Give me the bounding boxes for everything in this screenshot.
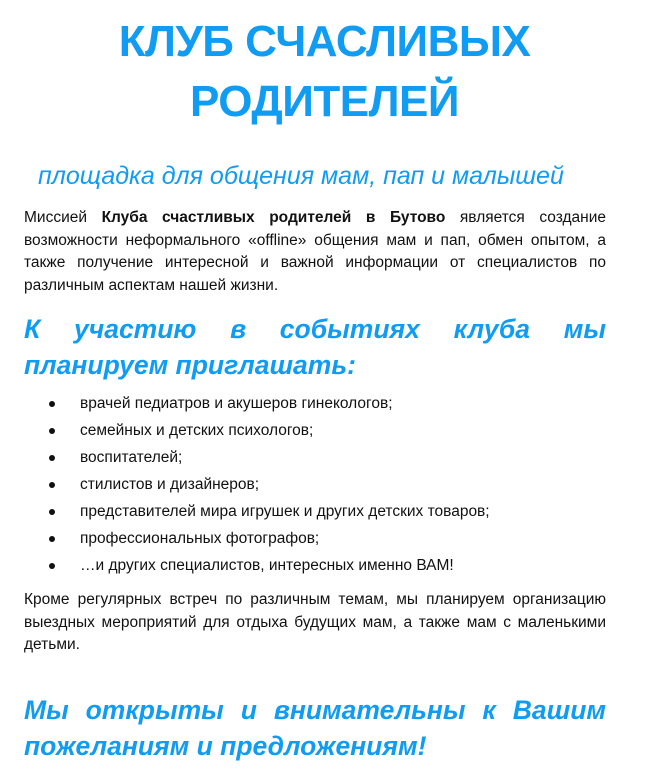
bullet-icon xyxy=(49,509,55,515)
list-item xyxy=(0,471,649,498)
bullet-icon xyxy=(49,455,55,461)
list-item xyxy=(0,417,649,444)
mission-paragraph xyxy=(24,207,606,297)
list-item xyxy=(0,525,649,552)
list-item-text: представителей мира игрушек и других детских товаров; xyxy=(80,503,490,520)
page-title xyxy=(0,12,649,132)
bullet-icon xyxy=(49,428,55,434)
closing-exclamation: ! xyxy=(417,731,427,761)
list-item xyxy=(0,444,649,471)
club-name: Клуба счастливых родителей в Бутово xyxy=(101,209,446,226)
list-item-text: врачей педиатров и акушеров гинекологов; xyxy=(80,395,393,412)
list-item-text: семейных и детских психологов; xyxy=(80,422,314,439)
list-item xyxy=(0,552,649,579)
invitee-list xyxy=(0,390,649,579)
mission-suffix: является создание возможности неформального «offline» общения мам и пап, обмен опытом, а также получение интересной и важной информации от специалистов по различным аспектам нашей жизни. xyxy=(24,209,606,294)
title-line-2: РОДИТЕЛЕЙ xyxy=(190,77,459,126)
subtitle: площадка для общения мам, пап и малышей xyxy=(38,162,564,190)
bullet-icon xyxy=(49,482,55,488)
bullet-icon xyxy=(49,536,55,542)
mission-prefix: Миссией xyxy=(24,209,102,226)
invite-heading: К участию в событиях клуба мы планируем приглашать: xyxy=(24,314,606,380)
list-item-text: профессиональных фотографов; xyxy=(80,530,320,547)
bullet-icon xyxy=(49,401,55,407)
title-line-1: КЛУБ СЧАСЛИВЫХ xyxy=(118,17,531,66)
closing-text: Мы открыты и внимательны к Вашим пожеланиям и предложениям xyxy=(24,695,606,761)
bullet-icon xyxy=(49,563,55,569)
list-item-text: стилистов и дизайнеров; xyxy=(80,476,260,493)
events-paragraph: Кроме регулярных встреч по различным темам, мы планируем организацию выездных мероприятий для отдыха будущих мам, а также мам с маленькими детьми. xyxy=(24,591,606,653)
list-item xyxy=(0,498,649,525)
list-item xyxy=(0,390,649,417)
list-item-text: …и других специалистов, интересных именно ВАМ! xyxy=(80,557,454,574)
list-item-text: воспитателей; xyxy=(80,449,183,466)
closing-heading xyxy=(24,692,606,764)
